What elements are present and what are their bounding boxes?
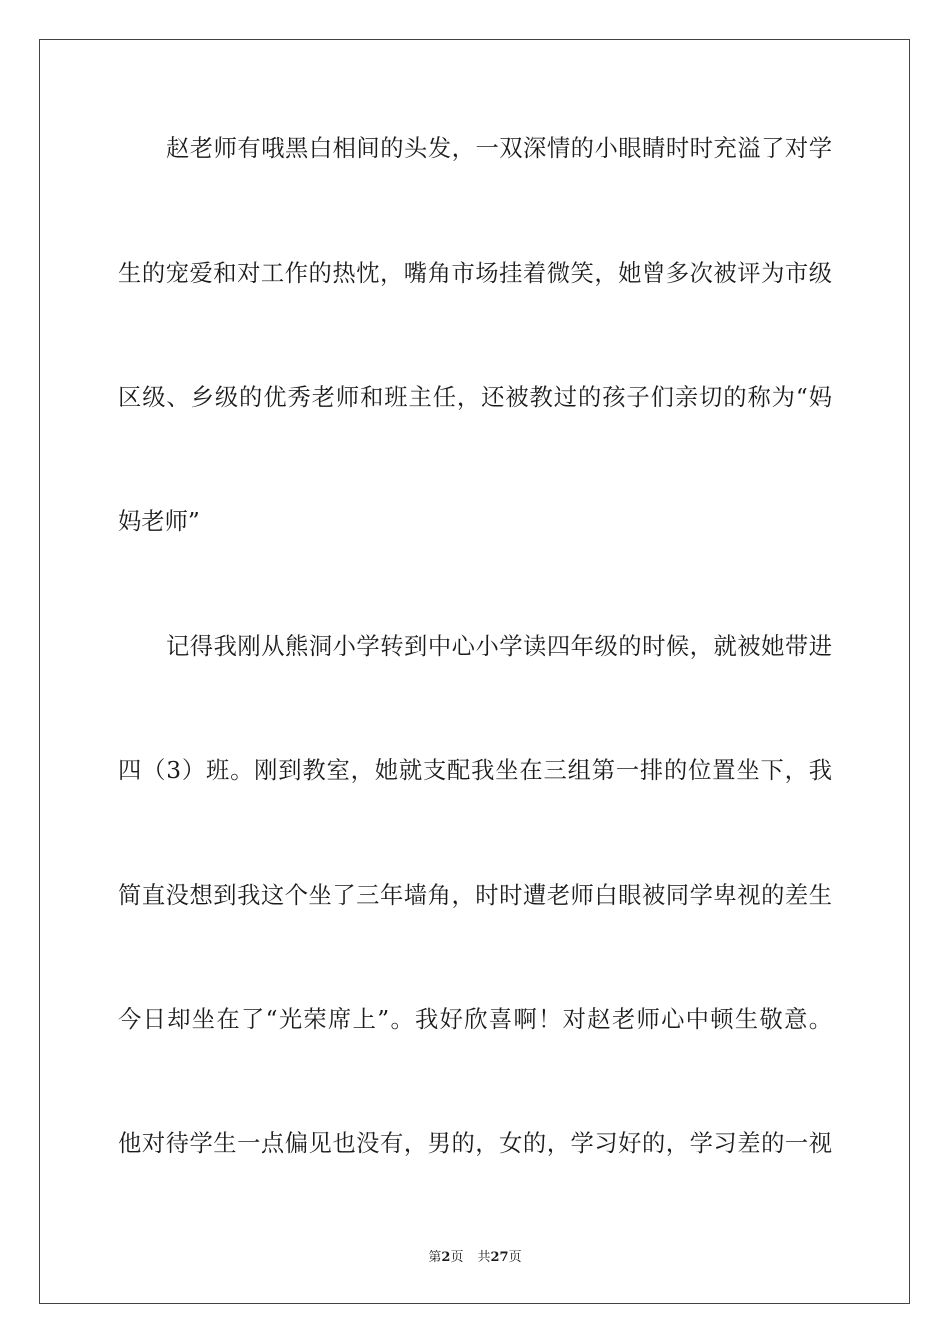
text-line: 今日却坐在了“光荣席上”。我好欣喜啊！对赵老师心中顿生敬意。 [118, 1006, 832, 1033]
total-prefix: 共 [477, 1250, 491, 1265]
page-suffix: 页 [450, 1250, 464, 1265]
total-pages: 27 [490, 1250, 509, 1265]
text-line: 四（3）班。刚到教室，她就支配我坐在三组第一排的位置坐下，我 [118, 757, 832, 784]
page-footer [0, 1246, 950, 1265]
text-line: 区级、乡级的优秀老师和班主任，还被教过的孩子们亲切的称为“妈 [118, 384, 832, 411]
text-line: 妈老师” [118, 508, 200, 535]
text-line: 记得我刚从熊洞小学转到中心小学读四年级的时候，就被她带进 [166, 633, 832, 660]
text-line: 他对待学生一点偏见也没有，男的，女的，学习好的，学习差的一视 [118, 1130, 832, 1157]
text-line: 简直没想到我这个坐了三年墙角，时时遭老师白眼被同学卑视的差生 [118, 882, 832, 909]
total-suffix: 页 [508, 1250, 522, 1265]
page-prefix: 第 [428, 1250, 442, 1265]
text-line: 赵老师有哦黑白相间的头发，一双深情的小眼睛时时充溢了对学 [166, 135, 832, 162]
page-border [39, 39, 910, 1304]
page-number: 2 [441, 1250, 451, 1265]
text-line: 生的宠爱和对工作的热忱，嘴角市场挂着微笑，她曾多次被评为市级 [118, 260, 832, 287]
